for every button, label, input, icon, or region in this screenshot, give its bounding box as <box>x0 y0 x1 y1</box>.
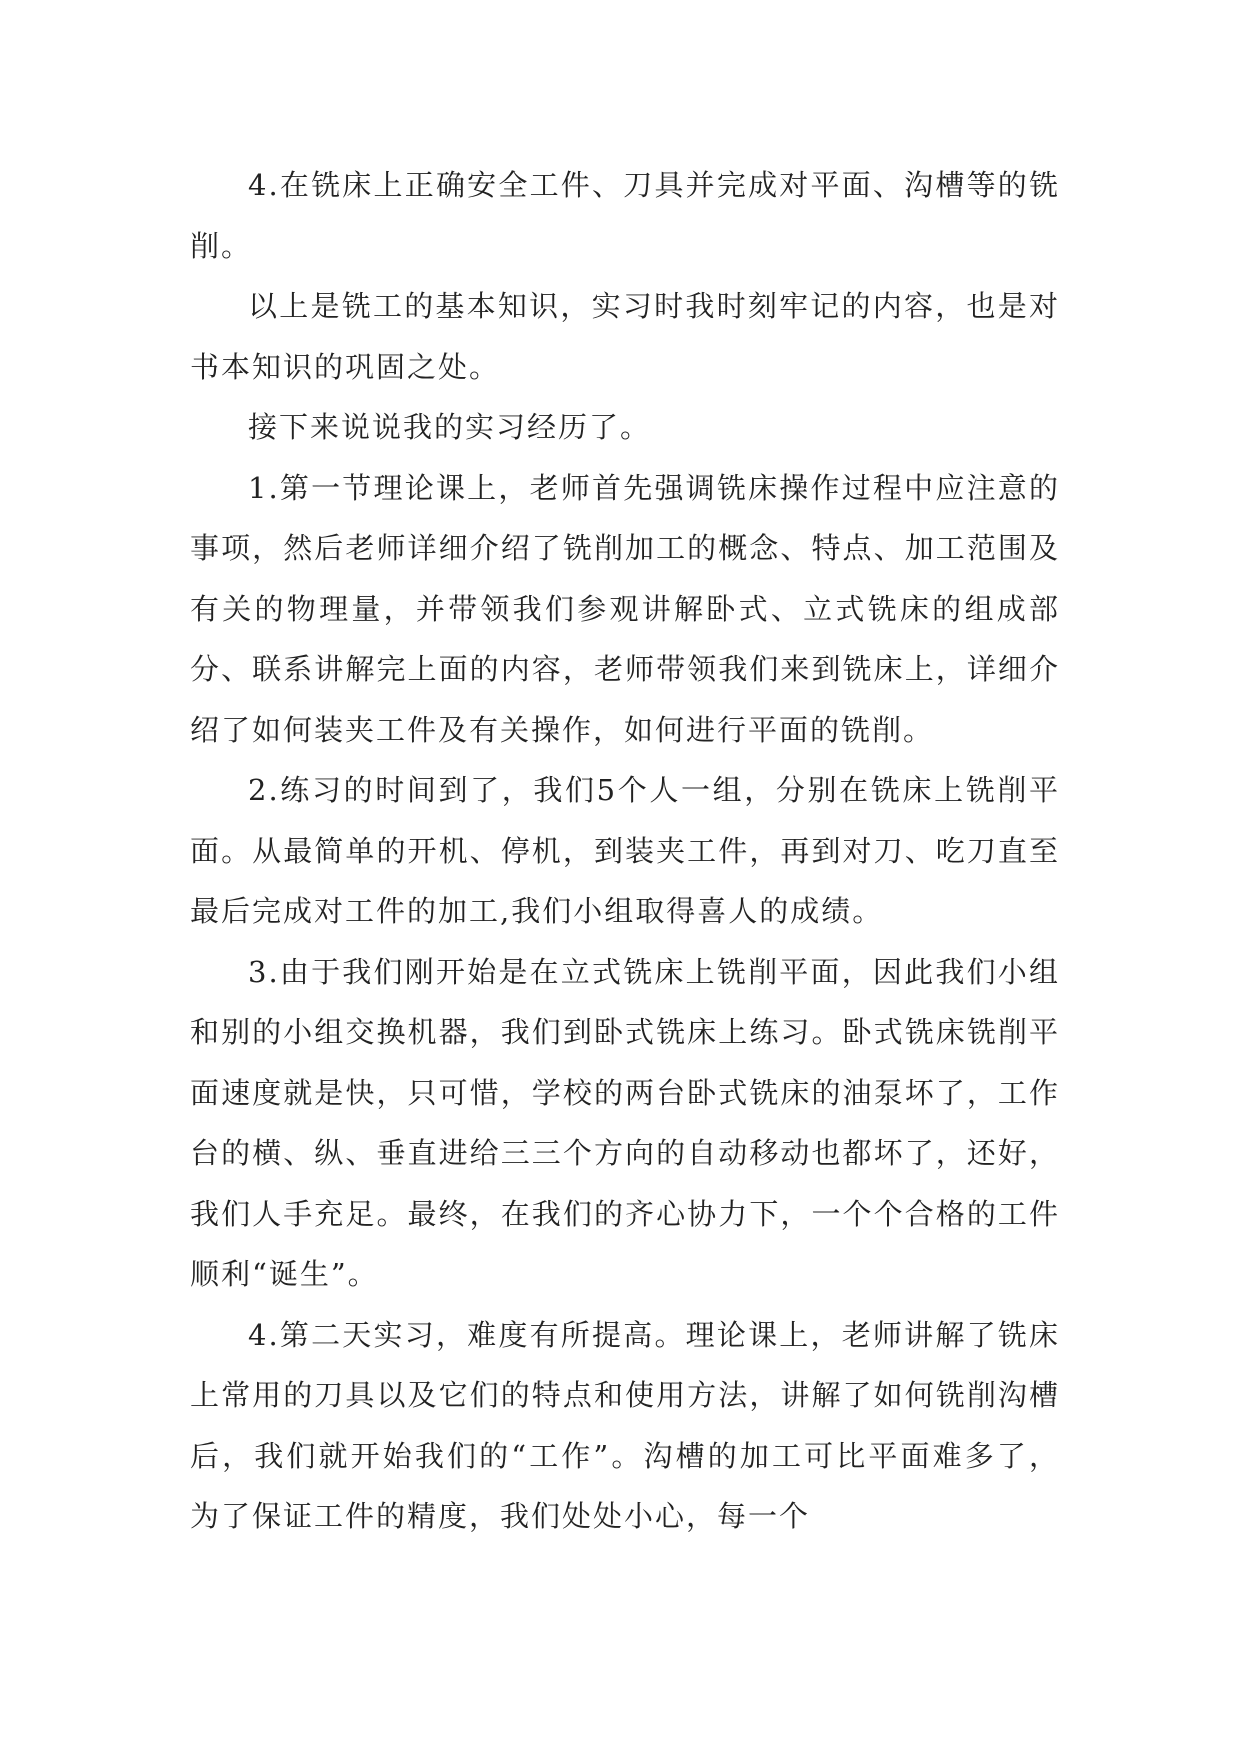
document-page <box>190 155 1060 1547</box>
paragraph: 2.练习的时间到了，我们5个人一组，分别在铣床上铣削平面。从最简单的开机、停机，到装夹工件，再到对刀、吃刀直至最后完成对工件的加工,我们小组取得喜人的成绩。 <box>190 773 1060 928</box>
paragraph: 4.在铣床上正确安全工件、刀具并完成对平面、沟槽等的铣削。 <box>190 168 1060 263</box>
paragraph: 1.第一节理论课上，老师首先强调铣床操作过程中应注意的事项，然后老师详细介绍了铣削加工的概念、特点、加工范围及有关的物理量，并带领我们参观讲解卧式、立式铣床的组成部分、联系讲解完上面的内容，老师带领我们来到铣床上，详细介绍了如何装夹工件及有关操作，如何进行平面的铣削。 <box>190 470 1060 747</box>
paragraph: 4.第二天实习，难度有所提高。理论课上，老师讲解了铣床上常用的刀具以及它们的特点和使用方法，讲解了如何铣削沟槽后，我们就开始我们的“工作”。沟槽的加工可比平面难多了，为了保证工件的精度，我们处处小心，每一个 <box>190 1317 1060 1533</box>
paragraph: 接下来说说我的实习经历了。 <box>248 410 652 444</box>
paragraph: 以上是铣工的基本知识，实习时我时刻牢记的内容，也是对书本知识的巩固之处。 <box>190 289 1060 384</box>
paragraph: 3.由于我们刚开始是在立式铣床上铣削平面，因此我们小组和别的小组交换机器，我们到卧式铣床上练习。卧式铣床铣削平面速度就是快，只可惜，学校的两台卧式铣床的油泵坏了，工作台的横、纵、垂直进给三三个方向的自动移动也都坏了，还好，我们人手充足。最终，在我们的齐心协力下，一个个合格的工件顺利“诞生”。 <box>190 954 1060 1291</box>
